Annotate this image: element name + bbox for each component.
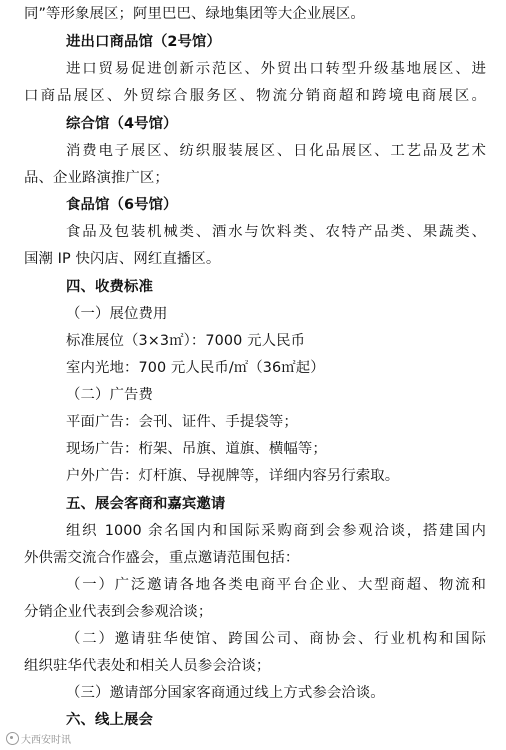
section-heading-hall-2: 进出口商品馆（2号馆）: [66, 34, 222, 50]
text-line: 现场广告：桁架、吊旗、道旗、横幅等；: [66, 441, 327, 457]
text-line: 品、企业路演推广区；: [24, 170, 169, 186]
watermark: [6, 731, 71, 746]
text-line: 组织驻华代表处和相关人员参会洽谈；: [24, 658, 271, 674]
text-line: 同”等形象展区；阿里巴巴、绿地集团等大企业展区。: [24, 6, 365, 22]
section-heading-guests: 五、展会客商和嘉宾邀请: [66, 496, 226, 512]
text-line: （二）广告费: [66, 387, 153, 403]
text-line: 室内光地：700 元人民币/㎡（36㎡起）: [66, 360, 325, 376]
text-line: 外供需交流合作盛会，重点邀请范围包括：: [24, 550, 300, 566]
text-line: 标准展位（3×3㎡）：7000 元人民币: [66, 333, 306, 349]
text-line: 口商品展区、外贸综合服务区、物流分销商超和跨境电商展区。: [24, 88, 486, 104]
logo-icon: [6, 732, 19, 745]
text-line: （二）邀请驻华使馆、跨国公司、商协会、行业机构和国际: [66, 631, 486, 647]
section-heading-fees: 四、收费标准: [66, 279, 153, 295]
text-line: 分销企业代表到会参观洽谈；: [24, 604, 213, 620]
text-line: 进口贸易促进创新示范区、外贸出口转型升级基地展区、进: [66, 61, 486, 77]
text-line: （一）广泛邀请各地各类电商平台企业、大型商超、物流和: [66, 577, 486, 593]
text-line: 国潮 IP 快闪店、网红直播区。: [24, 251, 221, 267]
text-line: 食品及包装机械类、酒水与饮料类、农特产品类、果蔬类、: [66, 224, 486, 240]
section-heading-hall-4: 综合馆（4号馆）: [66, 116, 178, 132]
text-line: （一）展位费用: [66, 306, 168, 322]
text-line: （三）邀请部分国家客商通过线上方式参会洽谈。: [66, 685, 385, 701]
text-line: 户外广告：灯杆旗、导视牌等，详细内容另行索取。: [66, 468, 400, 484]
text-line: 消费电子展区、纺织服装展区、日化品展区、工艺品及艺术: [66, 143, 486, 159]
section-heading-online: 六、线上展会: [66, 712, 153, 728]
text-line: 组织 1000 余名国内和国际采购商到会参观洽谈，搭建国内: [66, 523, 486, 539]
section-heading-hall-6: 食品馆（6号馆）: [66, 197, 178, 213]
text-line: 平面广告：会刊、证件、手提袋等；: [66, 414, 298, 430]
watermark-text: 大西安时讯: [21, 735, 71, 746]
